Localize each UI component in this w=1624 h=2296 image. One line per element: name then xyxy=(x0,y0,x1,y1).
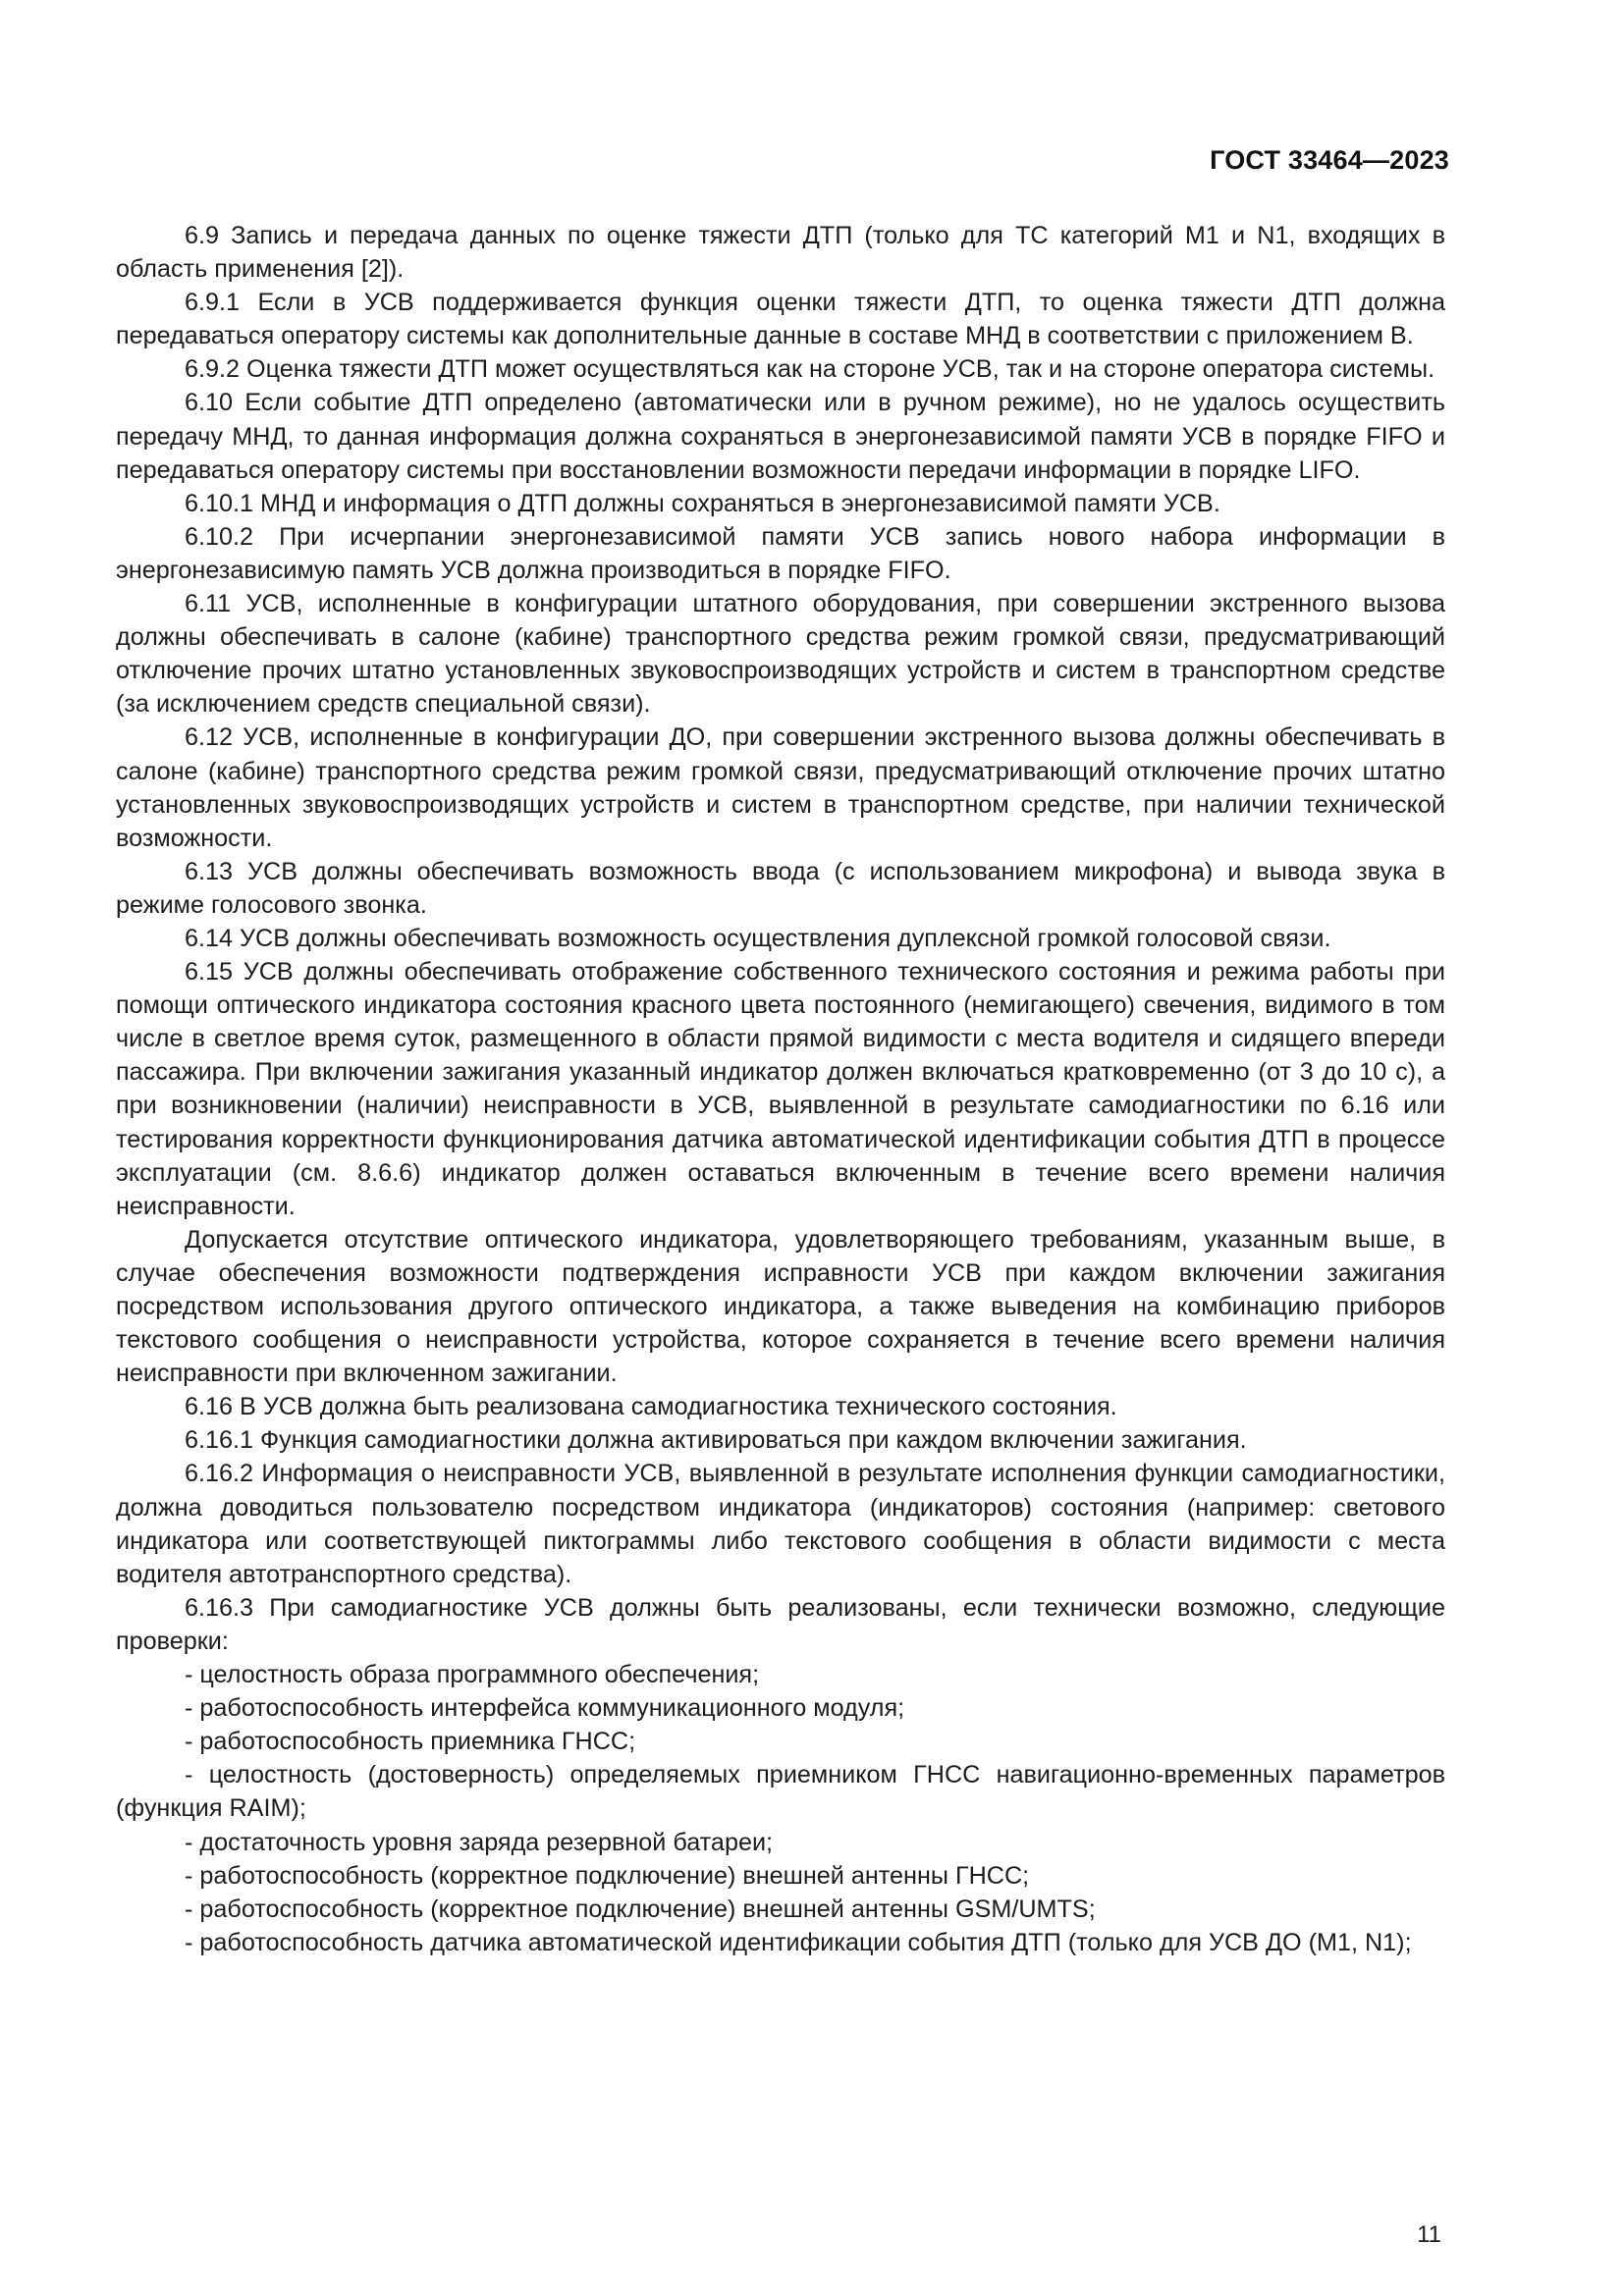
paragraph: 6.12 УСВ, исполненные в конфигурации ДО, при совершении экстренного вызова должны обеспечивать в салоне (кабине) транспортного средства режим громкой связи, предусматривающий отключение прочих штатно установленных звуковоспроизводящих устройств и систем в транспортном средстве, при наличии технической возможности. xyxy=(116,723,1445,852)
paragraph: 6.16 В УСВ должна быть реализована самодиагностика технического состояния. xyxy=(185,1393,1117,1421)
paragraph: 6.14 УСВ должны обеспечивать возможность осуществления дуплексной громкой голосовой связи. xyxy=(185,924,1331,952)
document-code-header: ГОСТ 33464—2023 xyxy=(1210,145,1449,175)
paragraph: 6.16.1 Функция самодиагностики должна активироваться при каждом включении зажигания. xyxy=(185,1426,1247,1455)
paragraph: 6.15 УСВ должны обеспечивать отображение собственного технического состояния и режима работы при помощи оптического индикатора состояния красного цвета постоянного (немигающего) свечения, видимого в том числе в светлое время суток, размещенного в области прямой видимости с места водителя и сидящего впереди пассажира. При включении зажигания указанный индикатор должен включаться кратковременно (от 3 до 10 с), а при возникновении (наличии) неисправности в УСВ, выявленной в результате самодиагностики по 6.16 или тестирования корректности функционирования датчика автоматической идентификации события ДТП в процессе эксплуатации (см. 8.6.6) индикатор должен оставаться включенным в течение всего времени наличия неисправности. xyxy=(116,958,1445,1220)
list-item: - достаточность уровня заряда резервной батареи; xyxy=(185,1828,774,1856)
paragraph: 6.10 Если событие ДТП определено (автоматически или в ручном режиме), но не удалось осуществить передачу МНД, то данная информация должна сохраняться в энергонезависимой памяти УСВ в порядке FIFO и передаваться оператору системы при восстановлении возможности передачи информации в порядке LIFO. xyxy=(116,389,1445,484)
list-item: - работоспособность (корректное подключение) внешней антенны GSM/UMTS; xyxy=(185,1895,1096,1923)
paragraph: 6.16.3 При самодиагностике УСВ должны быть реализованы, если технически возможно, следующие проверки: xyxy=(116,1593,1445,1655)
paragraph: 6.10.2 При исчерпании энергонезависимой памяти УСВ запись нового набора информации в энергонезависимую память УСВ должна производиться в порядке FIFO. xyxy=(116,522,1445,584)
paragraph: 6.13 УСВ должны обеспечивать возможность ввода (с использованием микрофона) и вывода звука в режиме голосового звонка. xyxy=(116,857,1445,919)
list-item: - работоспособность приемника ГНСС; xyxy=(185,1728,636,1756)
paragraph: 6.9.2 Оценка тяжести ДТП может осуществляться как на стороне УСВ, так и на стороне оператора системы. xyxy=(185,355,1435,384)
paragraph: 6.10.1 МНД и информация о ДТП должны сохраняться в энергонезависимой памяти УСВ. xyxy=(185,489,1220,517)
list-item: - целостность образа программного обеспечения; xyxy=(185,1661,760,1689)
document-body xyxy=(116,219,1445,1959)
page-number: 11 xyxy=(1417,2221,1441,2248)
list-item: - целостность (достоверность) определяемых приемником ГНСС навигационно-временных параметров (функция RAIM); xyxy=(116,1761,1445,1823)
paragraph: 6.9.1 Если в УСВ поддерживается функция оценки тяжести ДТП, то оценка тяжести ДТП должна передаваться оператору системы как дополнительные данные в составе МНД в соответствии с приложением В. xyxy=(116,289,1445,350)
paragraph: 6.9 Запись и передача данных по оценке тяжести ДТП (только для ТС категорий М1 и N1, входящих в область применения [2]). xyxy=(116,222,1445,284)
list-item: - работоспособность (корректное подключение) внешней антенны ГНСС; xyxy=(185,1861,1030,1890)
paragraph: 6.11 УСВ, исполненные в конфигурации штатного оборудования, при совершении экстренного вызова должны обеспечивать в салоне (кабине) транспортного средства режим громкой связи, предусматривающий отключение прочих штатно установленных звуковоспроизводящих устройств и систем в транспортном средстве (за исключением средств специальной связи). xyxy=(116,590,1445,719)
list-item: - работоспособность интерфейса коммуникационного модуля; xyxy=(185,1694,905,1723)
list-item: - работоспособность датчика автоматической идентификации события ДТП (только для УСВ ДО (М1, N1); xyxy=(185,1928,1412,1956)
paragraph: Допускается отсутствие оптического индикатора, удовлетворяющего требованиям, указанным выше, в случае обеспечения возможности подтверждения исправности УСВ при каждом включении зажигания посредством использования другого оптического индикатора, а также выведения на комбинацию приборов текстового сообщения о неисправности устройства, которое сохраняется в течение всего времени наличия неисправности при включенном зажигании. xyxy=(116,1225,1445,1388)
paragraph: 6.16.2 Информация о неисправности УСВ, выявленной в результате исполнения функции самодиагностики, должна доводиться пользователю посредством индикатора (индикаторов) состояния (например: светового индикатора или соответствующей пиктограммы либо текстового сообщения в области видимости с места водителя автотранспортного средства). xyxy=(116,1460,1445,1588)
